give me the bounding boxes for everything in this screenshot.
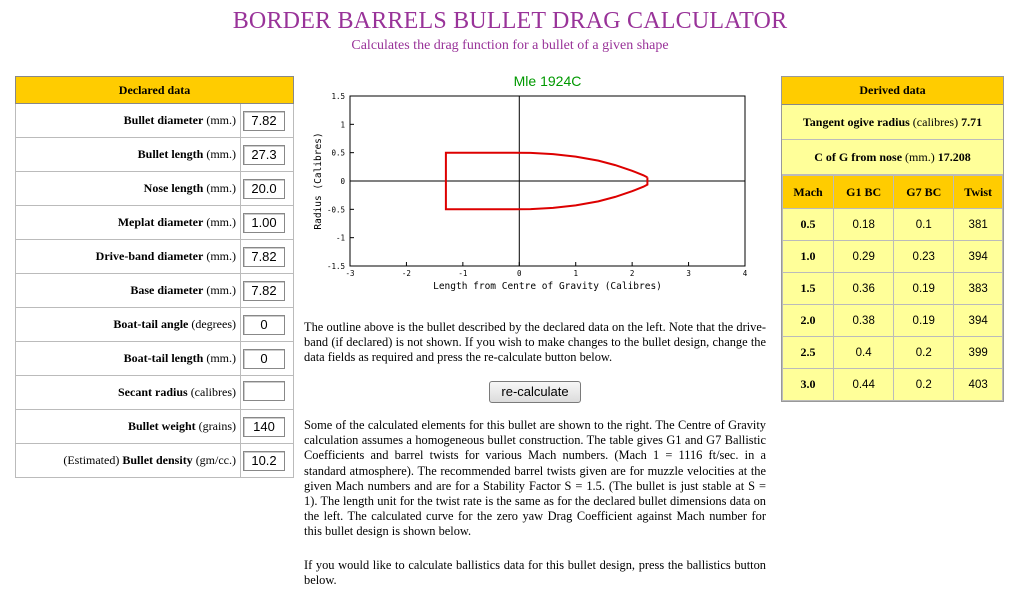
mach-column-header: Twist: [954, 176, 1003, 209]
declared-label: [16, 342, 241, 376]
mach-cell: 0.23: [894, 241, 954, 273]
mach-cell: 0.2: [894, 337, 954, 369]
y-tick-label: -1.5: [326, 262, 345, 271]
label-unit: (mm.): [203, 147, 236, 161]
declared-data-header: Declared data: [16, 77, 294, 104]
label-name: Bullet density: [122, 453, 193, 467]
declared-label: [16, 444, 241, 478]
x-tick-label: 2: [629, 269, 635, 278]
mach-cell: 0.44: [834, 369, 894, 401]
mach-cell: 0.19: [894, 273, 954, 305]
declared-row: [16, 240, 294, 274]
declared-row: [16, 138, 294, 172]
ogive-radius-row: [782, 105, 1003, 140]
calculation-description: Some of the calculated elements for this bullet are shown to the right. The Centre of Gravity calculation assumes a homogeneous bullet construction. The table gives G1 and G7 Ballistic Coefficients and barrel twists for various Mach numbers. (Mach 1 = 1116 ft/sec. in a standard atmosphere). The recommended barrel twists given are for muzzle velocities at the given Mach numbers and are for a Stability Factor S = 1.5. (The bullet is just stable at S = 1). The length unit for the twist rate is the same as for the declared bullet dimensions data on the left. The calculated curve for the zero yaw Drag Coefficient against Mach number for this bullet design is shown below.: [304, 418, 766, 539]
declared-input-cell: [241, 342, 294, 376]
declared-input-field[interactable]: 0: [243, 315, 285, 335]
ogive-radius-label: Tangent ogive radius: [802, 115, 910, 129]
cog-unit: (mm.): [902, 150, 938, 164]
mach-cell: 394: [954, 241, 1003, 273]
declared-row: [16, 172, 294, 206]
bullet-outline-chart: [305, 70, 765, 300]
label-unit: (mm.): [203, 351, 236, 365]
mach-value: 2.0: [783, 305, 834, 337]
declared-row: [16, 342, 294, 376]
mach-cell: 394: [954, 305, 1003, 337]
declared-data-table: [15, 76, 294, 478]
mach-cell: 0.4: [834, 337, 894, 369]
label-unit: (mm.): [203, 113, 236, 127]
declared-row: [16, 410, 294, 444]
y-tick-label: -0.5: [326, 205, 345, 215]
page-subtitle: Calculates the drag function for a bullet of a given shape: [351, 38, 669, 53]
label-unit: (mm.): [203, 181, 236, 195]
declared-input-field[interactable]: 27.3: [243, 145, 285, 165]
ogive-radius-unit: (calibres): [909, 115, 962, 129]
declared-input-field[interactable]: 10.2: [243, 451, 285, 471]
mach-cell: 0.29: [834, 241, 894, 273]
label-prefix: (Estimated): [63, 453, 123, 467]
declared-input-field[interactable]: 0: [243, 349, 285, 369]
x-tick-label: -3: [345, 269, 355, 278]
declared-input-cell: [241, 172, 294, 206]
label-name: Drive-band diameter: [95, 249, 204, 263]
declared-row: [16, 274, 294, 308]
declared-input-field[interactable]: 7.82: [243, 111, 285, 131]
mach-cell: 383: [954, 273, 1003, 305]
declared-input-cell: [241, 308, 294, 342]
label-name: Meplat diameter: [117, 215, 204, 229]
mach-value: 1.5: [783, 273, 834, 305]
mach-cell: 403: [954, 369, 1003, 401]
chart-title: Mle 1924C: [513, 73, 582, 89]
mach-table-header: [783, 176, 1003, 209]
declared-label: [16, 376, 241, 410]
declared-label: [16, 104, 241, 138]
declared-input-field[interactable]: [243, 381, 285, 401]
mach-row: [783, 241, 1003, 273]
mach-table: [782, 175, 1003, 401]
mach-column-header: Mach: [783, 176, 834, 209]
declared-input-cell: [241, 240, 294, 274]
declared-label: [16, 308, 241, 342]
label-name: Bullet diameter: [123, 113, 204, 127]
declared-input-field[interactable]: 1.00: [243, 213, 285, 233]
label-unit: (calibres): [187, 385, 236, 399]
mach-cell: 0.36: [834, 273, 894, 305]
declared-input-field[interactable]: 20.0: [243, 179, 285, 199]
y-axis-label: Radius (Calibres): [313, 132, 324, 230]
declared-label: [16, 274, 241, 308]
page-title: BORDER BARRELS BULLET DRAG CALCULATOR: [232, 8, 788, 34]
declared-label: [16, 410, 241, 444]
mach-value: 0.5: [783, 209, 834, 241]
mach-cell: 0.2: [894, 369, 954, 401]
label-name: Bullet weight: [128, 419, 196, 433]
mach-row: [783, 337, 1003, 369]
declared-row: [16, 104, 294, 138]
declared-input-field[interactable]: 7.82: [243, 247, 285, 267]
label-unit: (mm.): [203, 283, 236, 297]
declared-input-field[interactable]: 140: [243, 417, 285, 437]
label-name: Nose length: [143, 181, 204, 195]
x-tick-label: -1: [458, 269, 468, 278]
declared-row: [16, 376, 294, 410]
declared-input-cell: [241, 376, 294, 410]
mach-row: [783, 369, 1003, 401]
label-unit: (degrees): [188, 317, 236, 331]
mach-cell: 0.19: [894, 305, 954, 337]
mach-row: [783, 273, 1003, 305]
y-tick-label: 0: [340, 177, 345, 186]
y-tick-label: -1: [335, 233, 345, 243]
cog-row: [782, 140, 1003, 175]
y-tick-label: 1.5: [331, 92, 345, 101]
mach-row: [783, 305, 1003, 337]
mach-cell: 381: [954, 209, 1003, 241]
mach-value: 3.0: [783, 369, 834, 401]
derived-data-panel: [781, 76, 1004, 402]
x-tick-label: 4: [742, 269, 748, 278]
derived-data-header: Derived data: [782, 77, 1003, 105]
mach-column-header: G1 BC: [834, 176, 894, 209]
mach-column-header: G7 BC: [894, 176, 954, 209]
declared-input-cell: [241, 444, 294, 478]
chart-svg: [305, 70, 765, 300]
mach-value: 2.5: [783, 337, 834, 369]
declared-input-field[interactable]: 7.82: [243, 281, 285, 301]
label-name: Bullet length: [137, 147, 204, 161]
outline-description: The outline above is the bullet described by the declared data on the left. Note that the drive-band (if declared) is not shown. If you wish to make changes to the bullet design, change the data fields as required and press the re-calculate button below.: [304, 320, 766, 365]
declared-label: [16, 240, 241, 274]
mach-cell: 0.38: [834, 305, 894, 337]
y-tick-label: 0.5: [331, 148, 345, 158]
declared-input-cell: [241, 206, 294, 240]
mach-row: [783, 209, 1003, 241]
cog-value: 17.208: [937, 150, 971, 164]
label-name: Boat-tail angle: [113, 317, 189, 331]
declared-input-cell: [241, 104, 294, 138]
label-unit: (mm.): [203, 215, 236, 229]
label-name: Secant radius: [118, 385, 188, 399]
declared-label: [16, 138, 241, 172]
label-name: Boat-tail length: [123, 351, 204, 365]
declared-row: [16, 308, 294, 342]
recalculate-button[interactable]: re-calculate: [489, 381, 581, 403]
mach-value: 1.0: [783, 241, 834, 273]
declared-input-cell: [241, 410, 294, 444]
x-tick-label: 3: [686, 269, 691, 278]
x-axis-label: Length from Centre of Gravity (Calibres): [433, 281, 662, 292]
x-tick-label: -2: [401, 269, 411, 278]
ogive-radius-value: 7.71: [961, 115, 983, 129]
label-unit: (mm.): [203, 249, 236, 263]
x-tick-label: 1: [573, 269, 578, 278]
label-name: Base diameter: [130, 283, 204, 297]
cog-label: C of G from nose: [814, 150, 903, 164]
label-unit: (gm/cc.): [192, 453, 236, 467]
declared-input-cell: [241, 274, 294, 308]
mach-cell: 0.1: [894, 209, 954, 241]
y-tick-label: 1: [340, 120, 345, 130]
mach-cell: 399: [954, 337, 1003, 369]
mach-cell: 0.18: [834, 209, 894, 241]
x-tick-label: 0: [517, 269, 522, 278]
ballistics-description: If you would like to calculate ballistics data for this bullet design, press the ballistics button below.: [304, 558, 766, 588]
declared-row: [16, 444, 294, 478]
declared-label: [16, 206, 241, 240]
declared-row: [16, 206, 294, 240]
label-unit: (grains): [195, 419, 236, 433]
declared-input-cell: [241, 138, 294, 172]
declared-label: [16, 172, 241, 206]
